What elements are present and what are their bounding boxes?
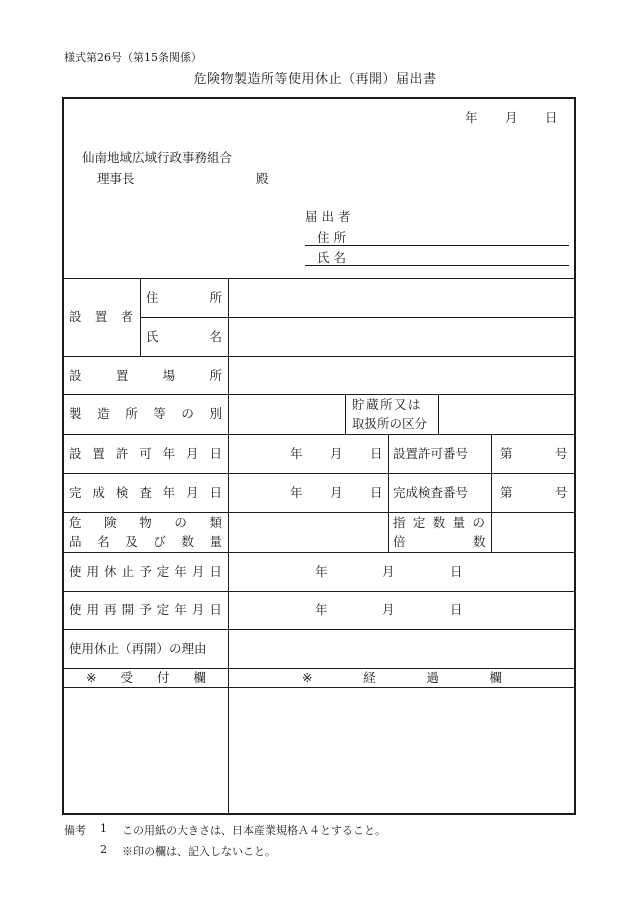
installer-address-label: 住 所 — [146, 290, 222, 305]
applicant-heading: 届 出 者 — [305, 209, 351, 224]
row-divider — [62, 394, 576, 395]
applicant-name-label: 氏 名 — [317, 250, 346, 265]
designated-qty-label: 指 定 数 量 の — [393, 515, 485, 530]
row-divider — [62, 668, 576, 669]
inspection-month: 月 — [330, 485, 343, 500]
resume-year: 年 — [315, 602, 328, 617]
row-divider — [62, 356, 576, 357]
date-month-label: 月 — [505, 110, 518, 125]
storage-class-label-2: 取扱所の区分 — [352, 416, 428, 431]
form-number: 様式第26号（第15条関係） — [64, 51, 202, 64]
row-divider — [62, 512, 576, 513]
reception-label: ※ 受 付 欄 — [86, 670, 206, 685]
row-divider — [62, 473, 576, 474]
row-divider — [62, 591, 576, 592]
inspection-number-go: 号 — [555, 485, 568, 500]
col-divider — [438, 394, 439, 434]
note-1-text: この用紙の大きさは、日本産業規格Ａ４とすること。 — [122, 824, 386, 837]
row-divider — [62, 434, 576, 435]
row-divider — [62, 687, 576, 688]
col-divider — [491, 434, 492, 552]
notes-label: 備考 — [64, 824, 86, 837]
applicant-address-line[interactable] — [305, 245, 569, 246]
resume-date-label: 使 用 再 開 予 定 年 月 日 — [69, 602, 222, 617]
suspend-day: 日 — [450, 564, 463, 579]
installer-name-label: 氏 名 — [146, 329, 222, 344]
hazard-class-label: 危 険 物 の 類 — [69, 515, 222, 530]
resume-month: 月 — [382, 602, 395, 617]
row-divider — [62, 629, 576, 630]
inspection-year: 年 — [290, 485, 303, 500]
facility-type-label: 製 造 所 等 の 別 — [69, 406, 222, 421]
permit-number-dai: 第 — [500, 446, 513, 461]
inspection-number-label: 完成検査番号 — [393, 485, 469, 500]
col-divider — [388, 434, 389, 552]
note-2-text: ※印の欄は、記入しないこと。 — [122, 845, 276, 858]
permit-month: 月 — [330, 446, 343, 461]
multiplier-label-2: 数 — [473, 534, 486, 549]
inspection-date-label: 完 成 検 査 年 月 日 — [69, 485, 222, 500]
col-divider — [345, 394, 346, 434]
form-title: 危険物製造所等使用休止（再開）届出書 — [193, 72, 437, 87]
col-divider — [228, 278, 229, 814]
permit-year: 年 — [290, 446, 303, 461]
suspend-month: 月 — [382, 564, 395, 579]
suspend-date-label: 使 用 休 止 予 定 年 月 日 — [69, 564, 222, 579]
product-qty-label: 品 名 及 び 数 量 — [69, 534, 222, 549]
row-divider — [140, 317, 576, 318]
multiplier-label-1: 倍 — [393, 534, 406, 549]
applicant-name-line[interactable] — [305, 265, 569, 266]
addressee-title: 理事長 — [97, 171, 135, 186]
permit-day: 日 — [370, 446, 383, 461]
note-2-number: 2 — [100, 843, 107, 856]
installer-label: 設 置 者 — [69, 309, 133, 324]
permit-number-label: 設置許可番号 — [393, 446, 469, 461]
progress-label: ※ 経 過 欄 — [302, 670, 502, 685]
date-day-label: 日 — [545, 110, 558, 125]
col-divider — [140, 278, 141, 356]
note-1-number: 1 — [100, 822, 107, 835]
date-year-label: 年 — [465, 110, 478, 125]
location-label: 設 置 場 所 — [69, 368, 222, 383]
storage-class-label-1: 貯蔵所又は — [352, 397, 423, 412]
resume-day: 日 — [450, 602, 463, 617]
inspection-number-dai: 第 — [500, 485, 513, 500]
applicant-address-label: 住 所 — [317, 230, 346, 245]
row-divider — [62, 552, 576, 553]
permit-number-go: 号 — [555, 446, 568, 461]
reason-label: 使用休止（再開）の理由 — [69, 641, 207, 656]
inspection-day: 日 — [370, 485, 383, 500]
addressee-honorific: 殿 — [256, 171, 269, 186]
permit-date-label: 設 置 許 可 年 月 日 — [69, 446, 222, 461]
addressee-org: 仙南地域広域行政事務組合 — [82, 150, 233, 165]
suspend-year: 年 — [315, 564, 328, 579]
